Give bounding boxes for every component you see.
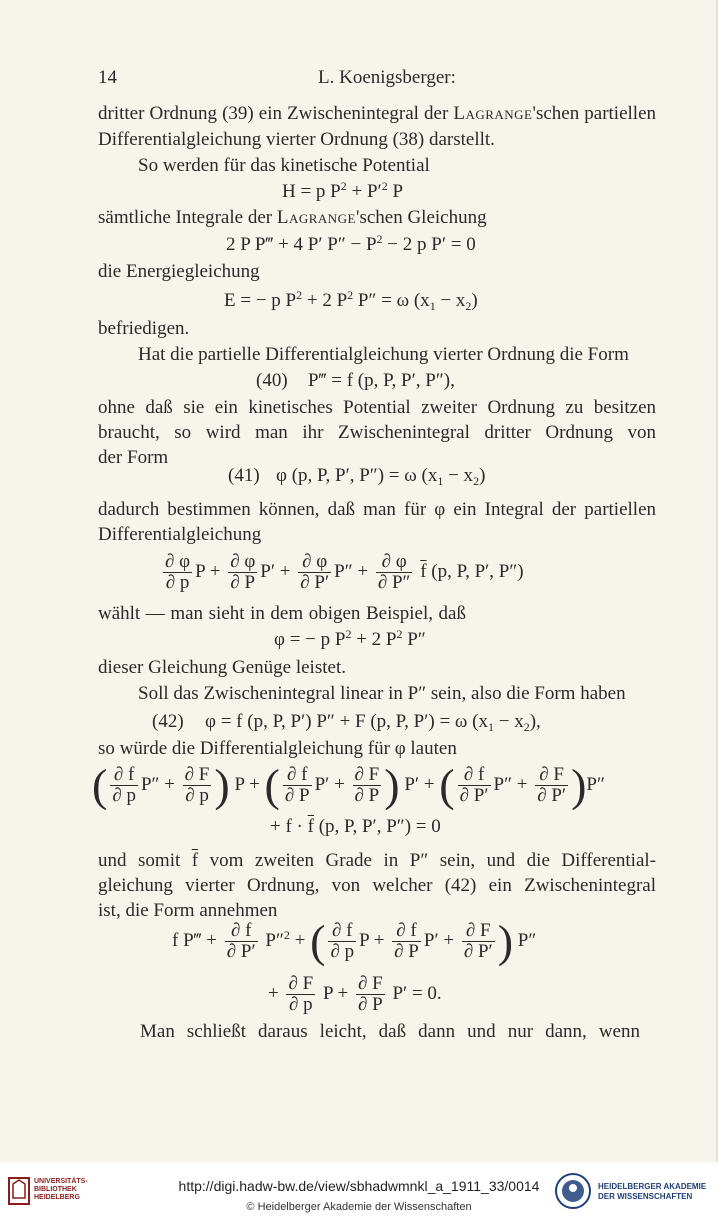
- page-number: 14: [98, 67, 117, 88]
- running-title: L. Koenigsberger:: [318, 67, 456, 88]
- equation-41-label: (41): [228, 465, 260, 486]
- equation-42-label: (42): [152, 711, 184, 732]
- text-line-10: Hat die partielle Differentialgleichung vierter Ordnung die Form: [138, 344, 629, 365]
- text-line-2: Differentialgleichung vierter Ordnung (38) darstellt.: [98, 129, 495, 150]
- equation-40-label: (40): [256, 370, 288, 391]
- text-line-12: ohne daß sie ein kinetisches Potential zweiter Ordnung zu besitzen: [98, 397, 656, 418]
- viewer-footer: [0, 1166, 718, 1218]
- text-line-17: Differentialgleichung: [98, 524, 262, 545]
- equation-40: P‴ = f (p, P, P′, P″),: [308, 370, 455, 391]
- text-line-27: und somit $\overline{f}$ vom zweiten Grade in P″ sein, und die Differential-: [98, 850, 657, 871]
- equation-pde: $\frac{\partial \varphi}{\partial p}$ P + $\frac{\partial \varphi}{\partial P}$ P′ + $\frac{\partial \varphi}{\partial P'}$ P″ + $\frac{\partial \varphi}{\partial P''}$ $\overline{f}$ (p, P, P′, P″): [165, 551, 524, 594]
- text-line-28: gleichung vierter Ordnung, von welcher (42) ein Zwischenintegral: [98, 875, 656, 896]
- equation-H: H = p $P^2 + P'^2$ P: [282, 179, 404, 202]
- text-line-9: befriedigen.: [98, 318, 190, 339]
- library-logo-text: UNIVERSITÄTS- BIBLIOTHEK HEIDELBERG: [34, 1178, 88, 1201]
- source-url-link[interactable]: http://digi.hadw-bw.de/view/sbhadwmnkl_a_1911_33/0014: [178, 1178, 540, 1194]
- text-line-19: wählt — man sieht in dem obigen Beispiel, daß: [98, 603, 466, 624]
- academy-seal-icon: [554, 1172, 592, 1210]
- equation-phi-line-1: ( $\frac{\partial f}{\partial p}$ P″ + $\frac{\partial F}{\partial p}$ ) P + ( $\frac{\partial f}{\partial P}$ P′ + $\frac{\partial F}{\partial P}$ ) P′ + ( $\frac{\partial f}{\partial P'}$ P″ + $\frac{\partial F}{\partial P'}$ )P″: [92, 759, 605, 811]
- equation-final-line-2: + $\frac{\partial F}{\partial p}$ P + $\frac{\partial F}{\partial P}$ P′ = 0.: [268, 973, 442, 1015]
- equation-phi: φ = − p $P^2 + 2$ $P^2$ P″: [274, 627, 426, 650]
- text-line-22: Soll das Zwischenintegral linear in P″ sein, also die Form haben: [138, 683, 626, 704]
- text-line-21: dieser Gleichung Genüge leistet.: [98, 657, 346, 678]
- text-line-3: So werden für das kinetische Potential: [138, 155, 430, 176]
- equation-energy: E = − p $P^2 + 2$ $P^2$ P″ = ω $(x_1 - x_2)$: [224, 288, 478, 313]
- text-line-16: dadurch bestimmen können, daß man für φ ein Integral der partiellen: [98, 499, 656, 520]
- text-line-29: ist, die Form annehmen: [98, 900, 278, 921]
- academy-logo-text: HEIDELBERGER AKADEMIE DER WISSENSCHAFTEN: [598, 1182, 707, 1201]
- text-line-13: braucht, so wird man ihr Zwischenintegral dritter Ordnung von: [98, 422, 656, 443]
- text-line-24: so würde die Differentialgleichung für φ lauten: [98, 738, 457, 759]
- academy-logo: [554, 1172, 707, 1215]
- equation-42: φ = f (p, P, P′) P″ + F (p, P, P′) = ω $(x_1 - x_2)$,: [205, 711, 541, 734]
- text-line-32: Man schließt daraus leicht, daß dann und nur dann, wenn: [140, 1021, 640, 1042]
- text-line-14: der Form: [98, 447, 169, 468]
- text-line-7: die Energiegleichung: [98, 261, 260, 282]
- copyright-text: © Heidelberger Akademie der Wissenschaften: [246, 1201, 472, 1213]
- equation-41: φ (p, P, P′, P″) = ω $(x_1 - x_2)$: [276, 465, 486, 488]
- equation-lagrange: 2 P P‴ + 4 P′ $P'' - P^2 - 2$ p P′ = 0: [226, 232, 476, 255]
- equation-phi-line-2: + $f \cdot \overline{f}$ (p, P, P′, P″) = 0: [270, 816, 441, 837]
- text-line-1: dritter Ordnung (39) ein Zwischenintegral der Lagrange'schen partiellen: [98, 103, 656, 124]
- text-line-5: sämtliche Integrale der Lagrange'schen Gleichung: [98, 207, 487, 228]
- equation-final-line-1: f P‴ + $\frac{\partial f}{\partial P'}$ P″$^2$ + ( $\frac{\partial f}{\partial p}$ P + $\frac{\partial f}{\partial P}$ P′ + $\frac{\partial F}{\partial P'}$ ) P″: [172, 915, 537, 967]
